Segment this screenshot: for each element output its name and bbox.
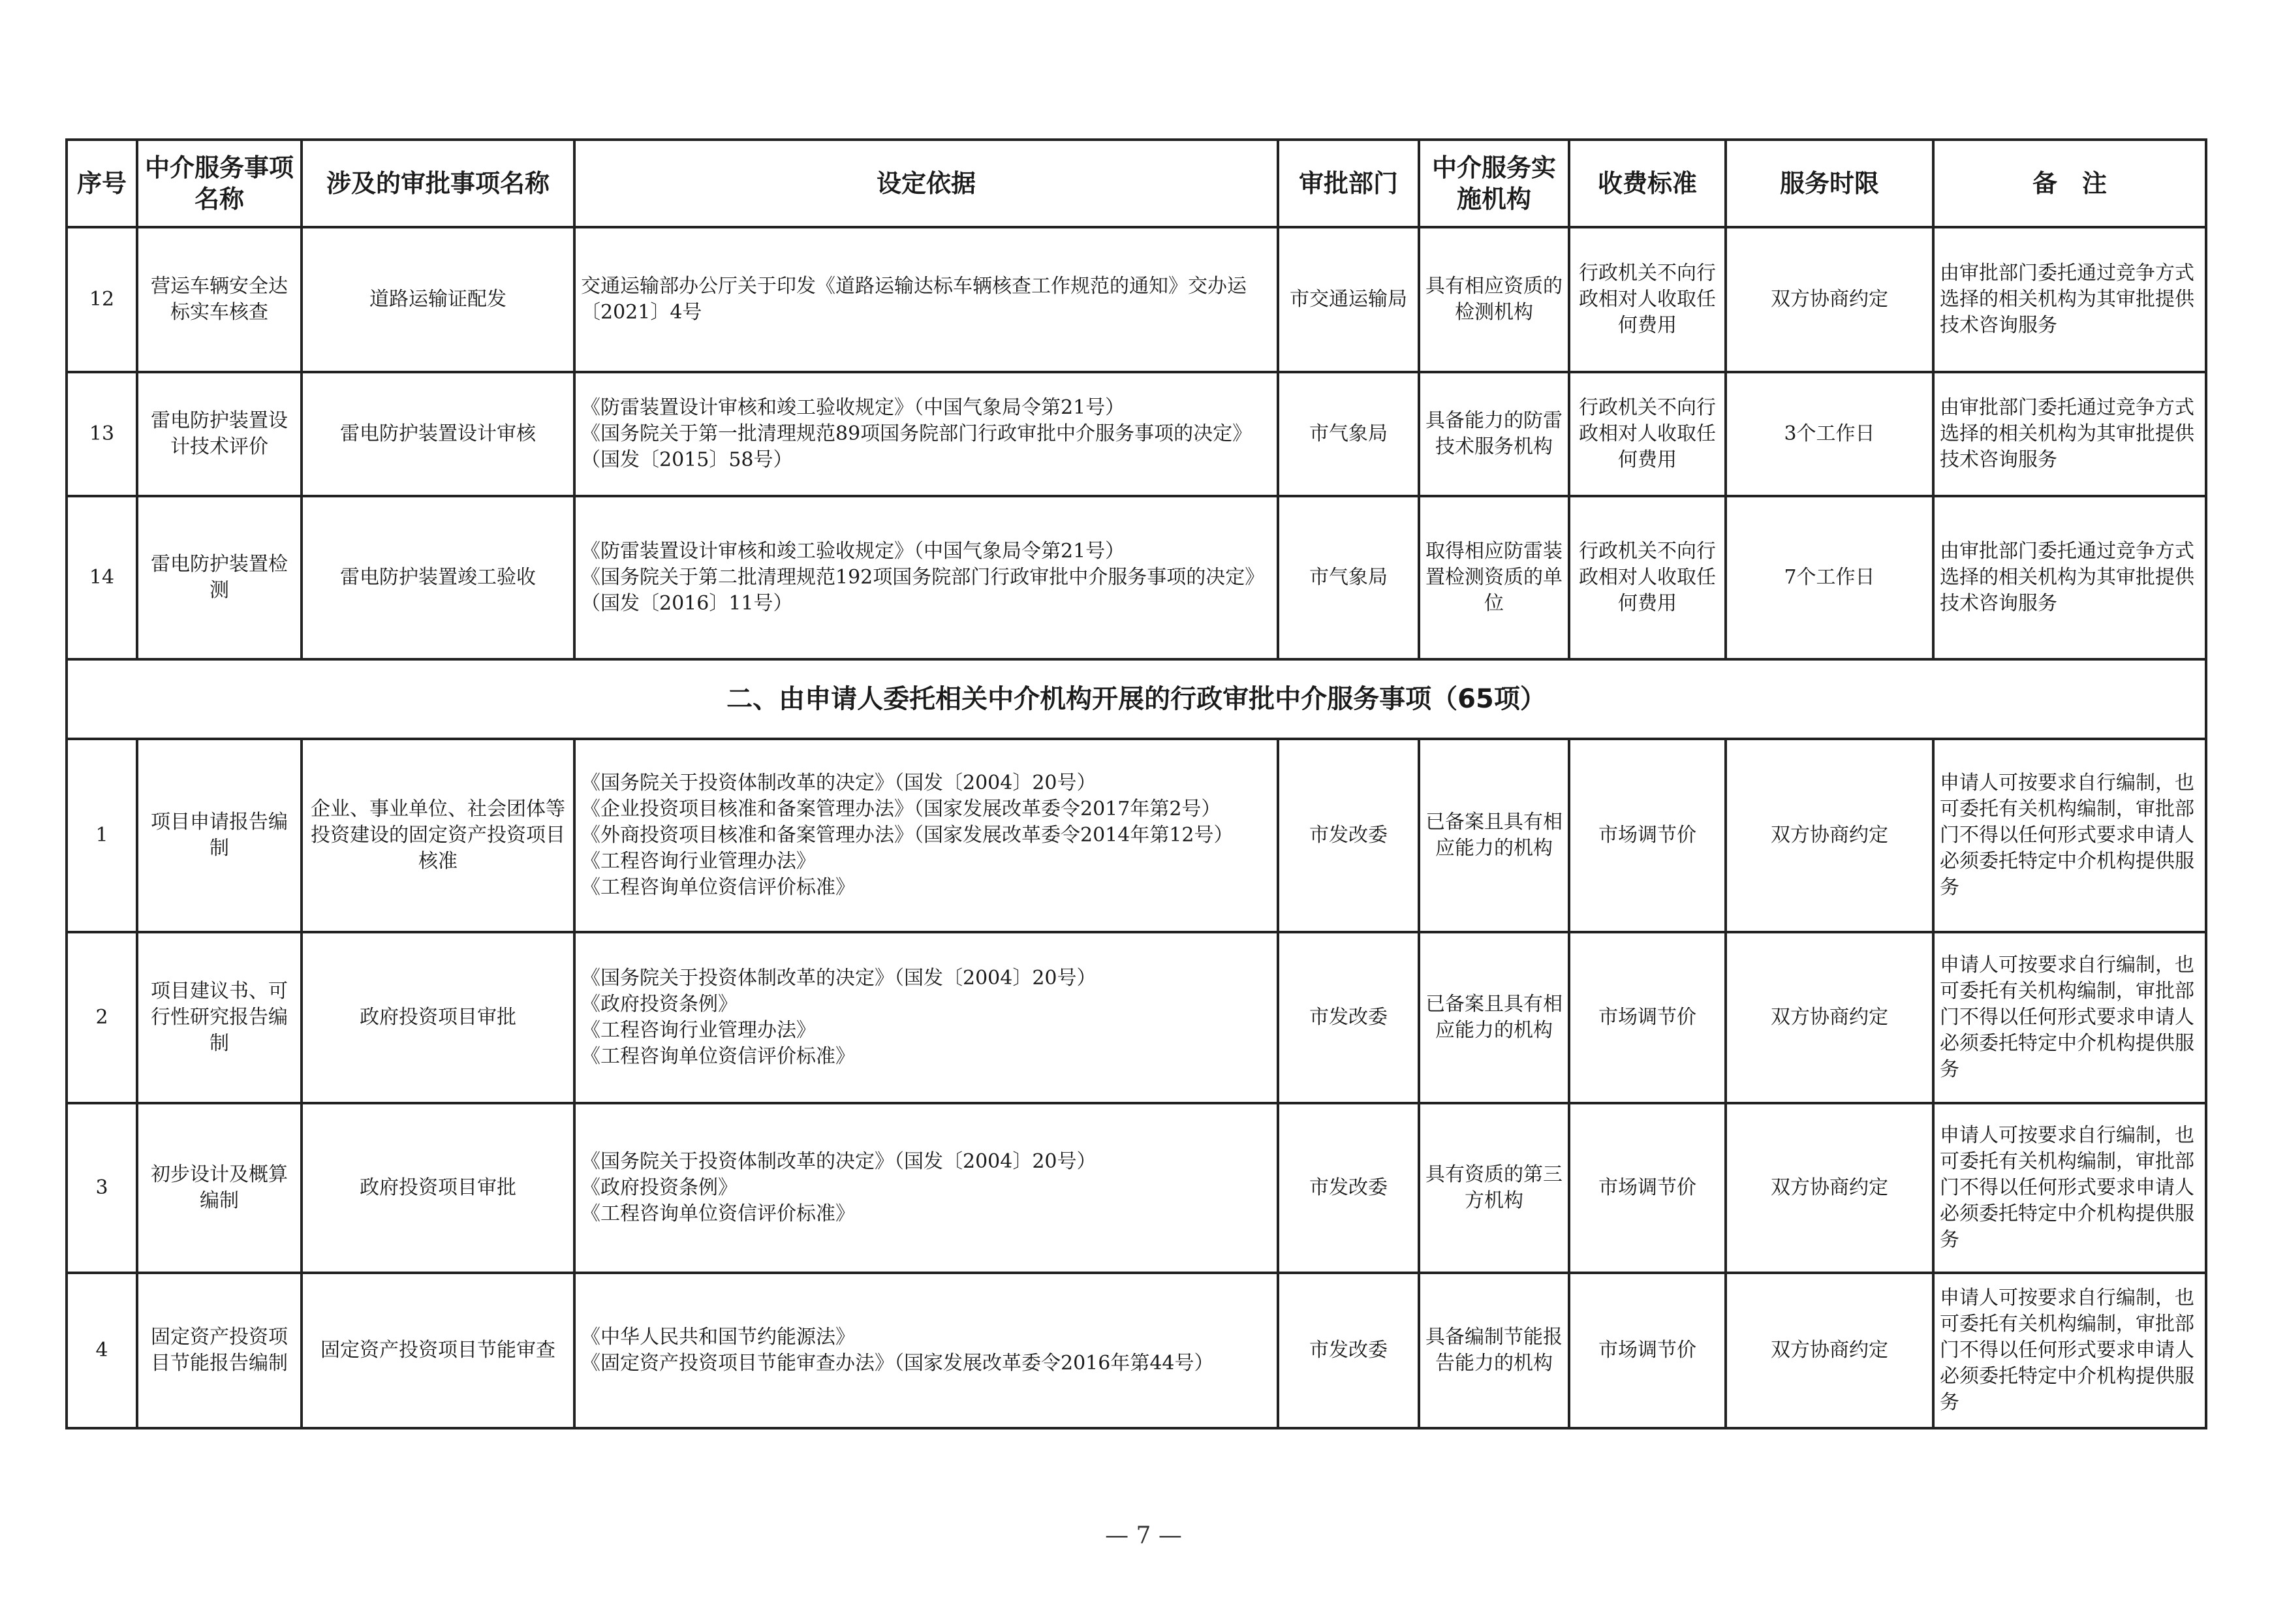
approval-dept: 市发改委 [1278,1103,1419,1273]
table-row [67,227,2206,372]
header-row [67,140,2206,227]
remark: 申请人可按要求自行编制，也可委托有关机构编制，审批部门不得以任何形式要求申请人必须委托特定中介机构提供服务 [1933,1103,2206,1273]
header-cell-time: 服务时限 [1726,140,1933,227]
legal-basis [574,1273,1278,1428]
service-agency: 具有资质的第三方机构 [1419,1103,1569,1273]
service-agency: 取得相应防雷装置检测资质的单位 [1419,496,1569,659]
approval-name: 政府投资项目审批 [302,932,574,1103]
remark: 申请人可按要求自行编制，也可委托有关机构编制，审批部门不得以任何形式要求申请人必须委托特定中介机构提供服务 [1933,739,2206,932]
basis-line: 《企业投资项目核准和备案管理办法》（国家发展改革委令2017年第2号） [581,798,1221,820]
table-row [67,372,2206,496]
row-number: 3 [67,1103,137,1273]
section-row [67,659,2206,739]
approval-dept: 市气象局 [1278,372,1419,496]
service-name: 雷电防护装置设计技术评价 [137,372,302,496]
service-name: 营运车辆安全达标实车核查 [137,227,302,372]
basis-line: 《国务院关于投资体制改革的决定》（国发〔2004〕20号） [581,1150,1097,1173]
basis-line: 《国务院关于投资体制改革的决定》（国发〔2004〕20号） [581,772,1097,794]
row-number: 14 [67,496,137,659]
basis-line: 《防雷装置设计审核和竣工验收规定》（中国气象局令第21号） [581,396,1125,419]
basis-line: 《政府投资条例》 [581,993,738,1016]
remark: 申请人可按要求自行编制，也可委托有关机构编制，审批部门不得以任何形式要求申请人必须委托特定中介机构提供服务 [1933,932,2206,1103]
approval-dept: 市发改委 [1278,932,1419,1103]
fee-standard: 市场调节价 [1569,1273,1726,1428]
service-agency: 具备能力的防雷技术服务机构 [1419,372,1569,496]
header-cell-fee: 收费标准 [1569,140,1726,227]
basis-line: 交通运输部办公厅关于印发《道路运输达标车辆核查工作规范的通知》交办运〔2021〕4号 [581,275,1247,324]
basis-line: 《工程咨询单位资信评价标准》 [581,1202,855,1225]
row-number: 4 [67,1273,137,1428]
approval-name: 企业、事业单位、社会团体等投资建设的固定资产投资项目核准 [302,739,574,932]
fee-standard: 行政机关不向行政相对人收取任何费用 [1569,372,1726,496]
service-time: 双方协商约定 [1726,1273,1933,1428]
basis-line: 《固定资产投资项目节能审查办法》（国家发展改革委令2016年第44号） [581,1352,1214,1375]
approval-dept: 市发改委 [1278,739,1419,932]
service-time: 3个工作日 [1726,372,1933,496]
approval-dept: 市气象局 [1278,496,1419,659]
header-cell-dept: 审批部门 [1278,140,1419,227]
legal-basis [574,932,1278,1103]
fee-standard: 市场调节价 [1569,932,1726,1103]
legal-basis [574,372,1278,496]
basis-line: 《工程咨询单位资信评价标准》 [581,876,855,899]
service-time: 7个工作日 [1726,496,1933,659]
fee-standard: 行政机关不向行政相对人收取任何费用 [1569,496,1726,659]
basis-line: 《中华人民共和国节约能源法》 [581,1326,855,1349]
service-agency: 具有相应资质的检测机构 [1419,227,1569,372]
basis-line: 《工程咨询行业管理办法》 [581,1019,816,1042]
fee-standard: 市场调节价 [1569,1103,1726,1273]
approval-name: 道路运输证配发 [302,227,574,372]
basis-line: 《外商投资项目核准和备案管理办法》（国家发展改革委令2014年第12号） [581,824,1234,847]
approval-name: 雷电防护装置设计审核 [302,372,574,496]
basis-line: 《政府投资条例》 [581,1176,738,1199]
table-row [67,1273,2206,1428]
legal-basis [574,739,1278,932]
basis-line: 《防雷装置设计审核和竣工验收规定》（中国气象局令第21号） [581,540,1125,563]
approval-name: 雷电防护装置竣工验收 [302,496,574,659]
basis-line: 《工程咨询行业管理办法》 [581,850,816,873]
basis-line: 《工程咨询单位资信评价标准》 [581,1045,855,1068]
approval-dept: 市发改委 [1278,1273,1419,1428]
service-name: 项目建议书、可行性研究报告编制 [137,932,302,1103]
table-row [67,739,2206,932]
header-cell-service: 中介服务事项名称 [137,140,302,227]
section-title: 二、由申请人委托相关中介机构开展的行政审批中介服务事项（65项） [67,659,2206,739]
service-agency: 已备案且具有相应能力的机构 [1419,932,1569,1103]
remark: 由审批部门委托通过竞争方式选择的相关机构为其审批提供技术咨询服务 [1933,496,2206,659]
approval-name: 政府投资项目审批 [302,1103,574,1273]
remark: 由审批部门委托通过竞争方式选择的相关机构为其审批提供技术咨询服务 [1933,227,2206,372]
header-cell-no: 序号 [67,140,137,227]
remark: 申请人可按要求自行编制，也可委托有关机构编制，审批部门不得以任何形式要求申请人必须委托特定中介机构提供服务 [1933,1273,2206,1428]
service-name: 初步设计及概算编制 [137,1103,302,1273]
service-name: 雷电防护装置检测 [137,496,302,659]
row-number: 2 [67,932,137,1103]
legal-basis [574,227,1278,372]
basis-line: 《国务院关于投资体制改革的决定》（国发〔2004〕20号） [581,967,1097,990]
basis-line: 《国务院关于第一批清理规范89项国务院部门行政审批中介服务事项的决定》（国发〔2015〕58号） [581,422,1252,471]
service-time: 双方协商约定 [1726,739,1933,932]
service-agency: 具备编制节能报告能力的机构 [1419,1273,1569,1428]
service-time: 双方协商约定 [1726,932,1933,1103]
remark: 由审批部门委托通过竞争方式选择的相关机构为其审批提供技术咨询服务 [1933,372,2206,496]
approval-name: 固定资产投资项目节能审查 [302,1273,574,1428]
service-name: 项目申请报告编制 [137,739,302,932]
row-number: 1 [67,739,137,932]
header-cell-approval: 涉及的审批事项名称 [302,140,574,227]
table-row [67,496,2206,659]
service-agency: 已备案且具有相应能力的机构 [1419,739,1569,932]
service-time: 双方协商约定 [1726,1103,1933,1273]
header-cell-note: 备 注 [1933,140,2206,227]
legal-basis [574,1103,1278,1273]
fee-standard: 市场调节价 [1569,739,1726,932]
header-cell-agency: 中介服务实施机构 [1419,140,1569,227]
page-number: — 7 — [1105,1522,1182,1549]
service-items-table [65,138,2207,1429]
service-time: 双方协商约定 [1726,227,1933,372]
header-cell-basis: 设定依据 [574,140,1278,227]
table-row [67,932,2206,1103]
service-name: 固定资产投资项目节能报告编制 [137,1273,302,1428]
basis-line: 《国务院关于第二批清理规范192项国务院部门行政审批中介服务事项的决定》（国发〔2016〕11号） [581,566,1265,615]
table-row [67,1103,2206,1273]
legal-basis [574,496,1278,659]
row-number: 13 [67,372,137,496]
fee-standard: 行政机关不向行政相对人收取任何费用 [1569,227,1726,372]
approval-dept: 市交通运输局 [1278,227,1419,372]
row-number: 12 [67,227,137,372]
